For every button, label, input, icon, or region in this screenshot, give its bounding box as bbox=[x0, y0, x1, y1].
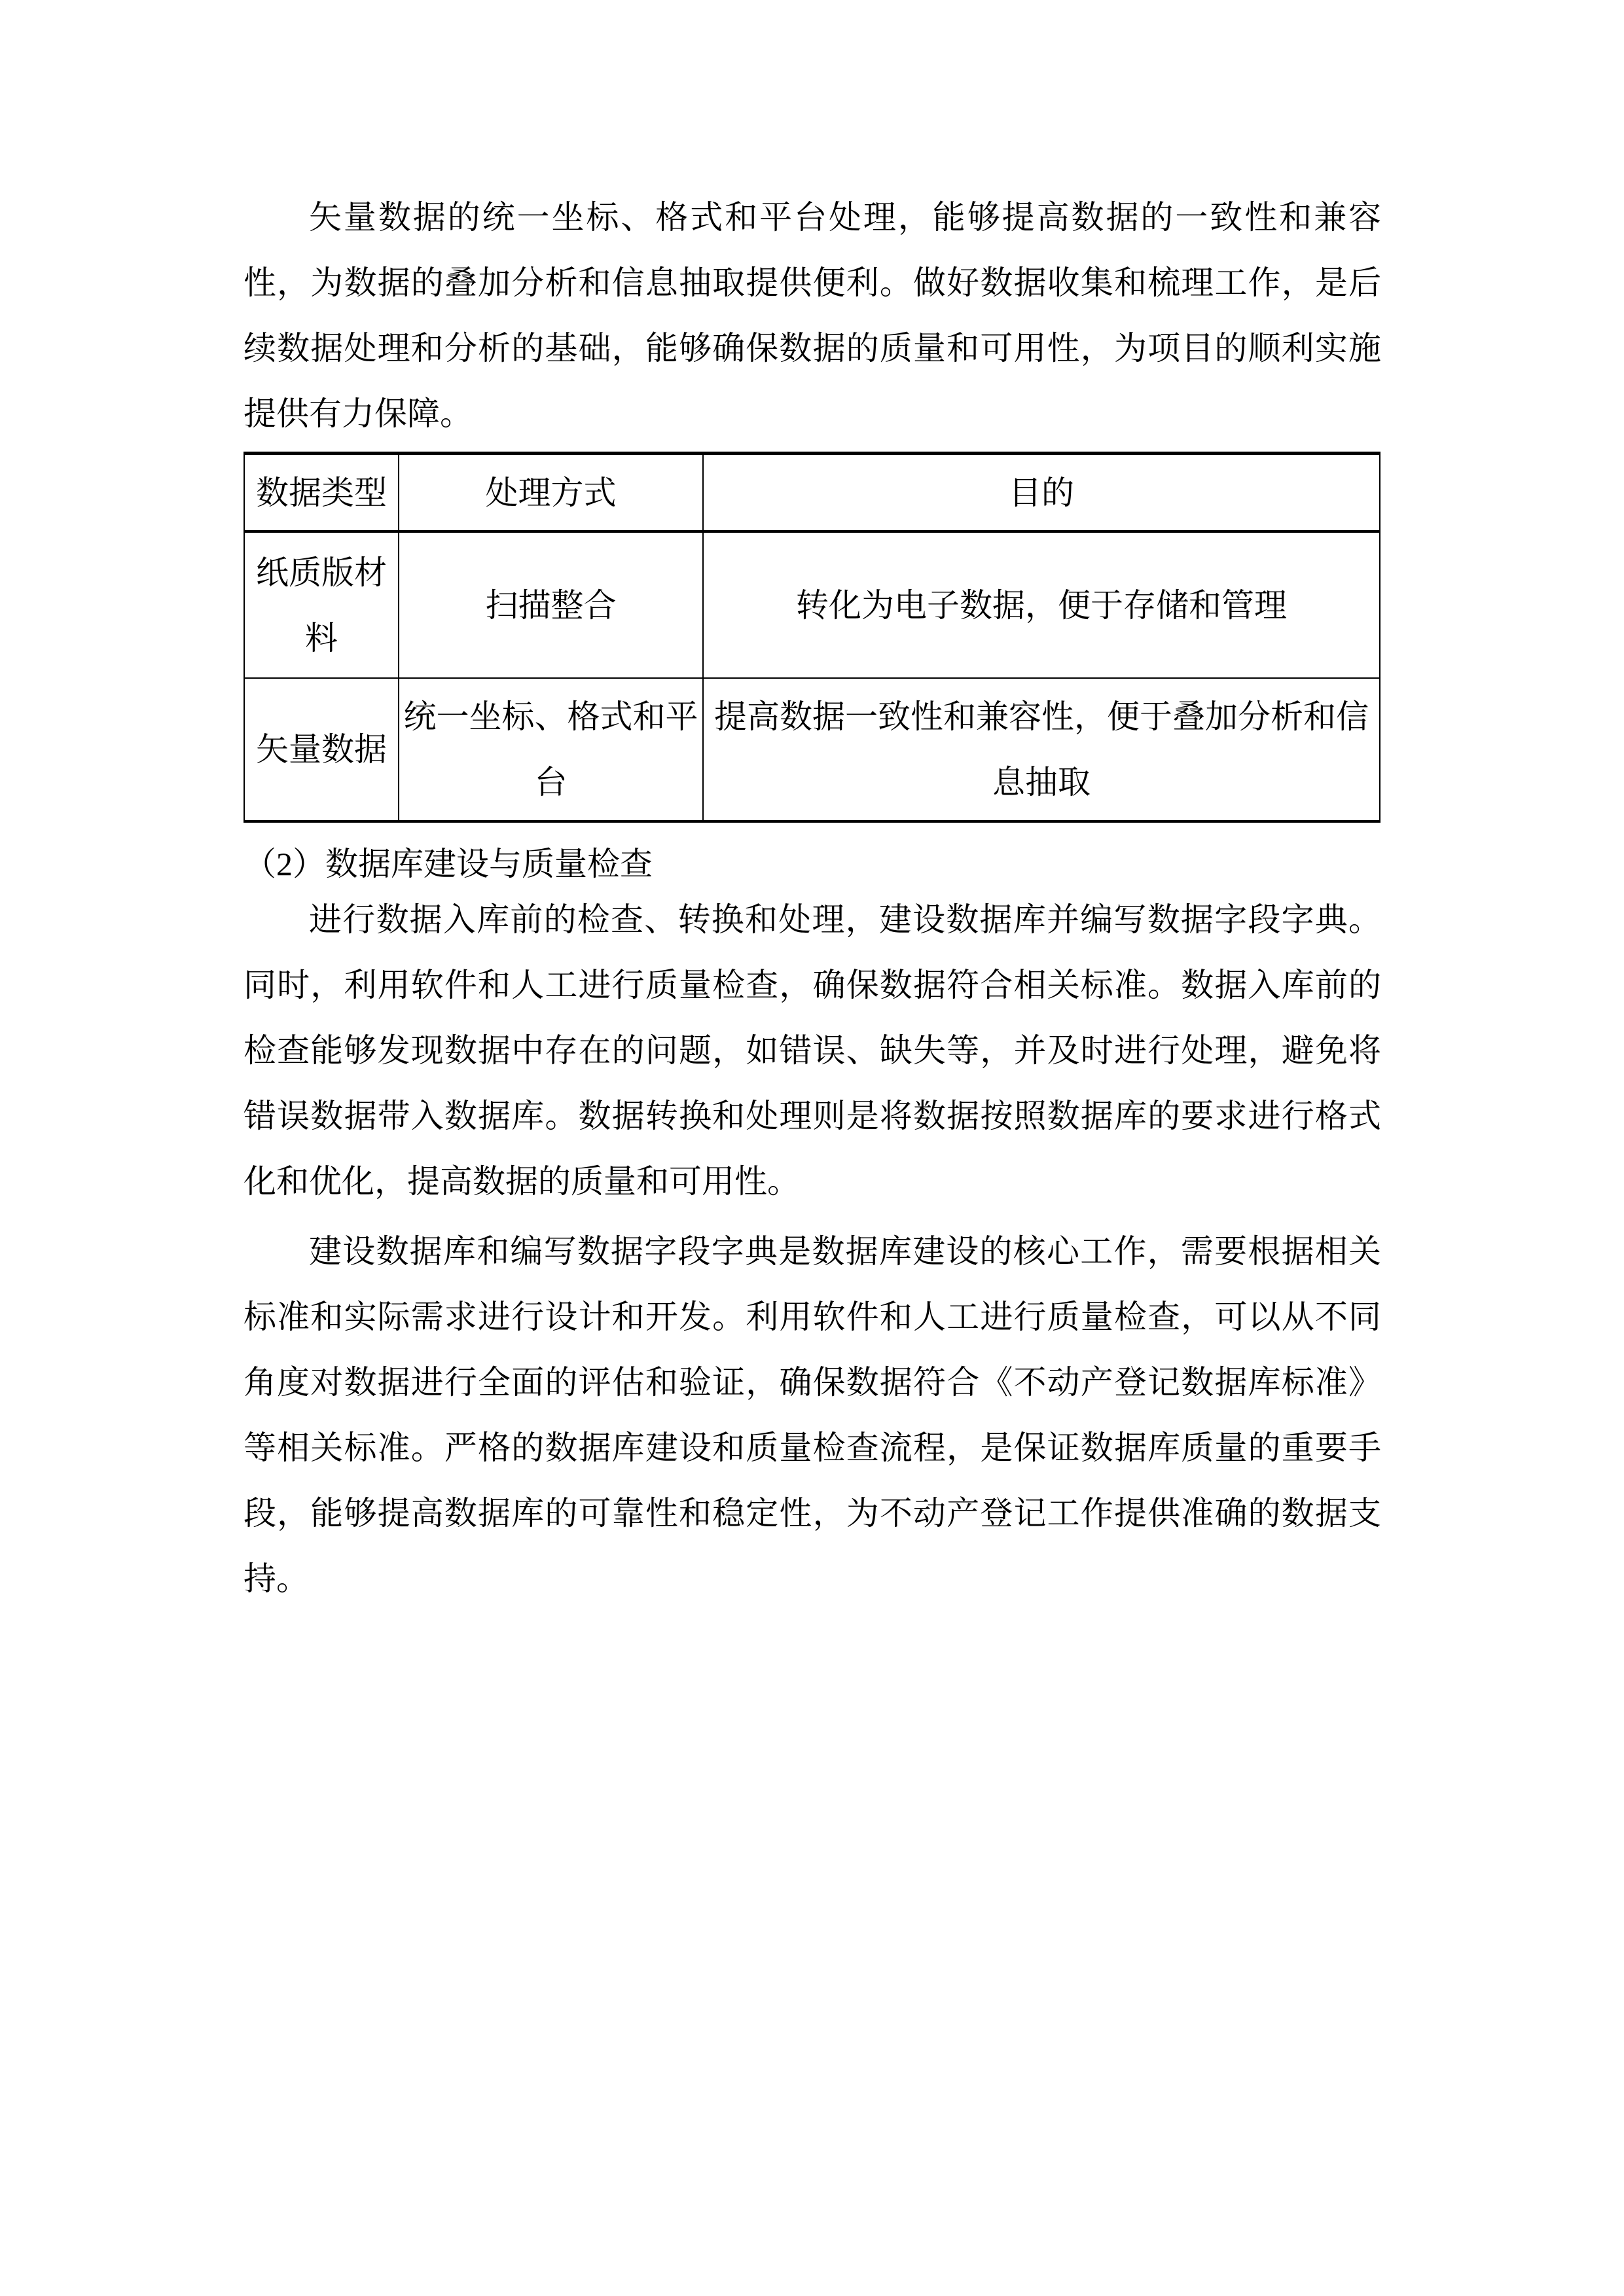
text-line: 错误数据带入数据库。数据转换和处理则是将数据按照数据库的要求进行格式 bbox=[244, 1098, 1381, 1134]
table-row bbox=[244, 678, 1380, 821]
cell-text-line: 料 bbox=[305, 619, 338, 656]
cell-text-line: 扫描整合 bbox=[485, 586, 617, 624]
text-line: 化和优化，提高数据的质量和可用性。 bbox=[244, 1163, 800, 1200]
text-line: 等相关标准。严格的数据库建设和质量检查流程，是保证数据库质量的重要手 bbox=[244, 1429, 1381, 1466]
table-row bbox=[244, 531, 1380, 678]
header-cell-purpose: 目的 bbox=[703, 454, 1380, 532]
cell-text-line: 纸质版材 bbox=[256, 554, 387, 591]
text-line: 角度对数据进行全面的评估和验证，确保数据符合《不动产登记数据库标准》 bbox=[244, 1364, 1381, 1401]
section-heading-database-construction: （2）数据库建设与质量检查 bbox=[244, 846, 653, 882]
table-cell-purpose bbox=[703, 531, 1380, 678]
table-cell-purpose bbox=[703, 678, 1380, 821]
text-line: 矢量数据的统一坐标、格式和平台处理，能够提高数据的一致性和兼容 bbox=[309, 199, 1381, 236]
header-cell-processing-method: 处理方式 bbox=[399, 454, 703, 532]
text-line: 标准和实际需求进行设计和开发。利用软件和人工进行质量检查，可以从不同 bbox=[244, 1299, 1381, 1335]
text-line: 续数据处理和分析的基础，能够确保数据的质量和可用性，为项目的顺利实施 bbox=[244, 330, 1381, 367]
text-line: 段，能够提高数据库的可靠性和稳定性，为不动产登记工作提供准确的数据支 bbox=[244, 1495, 1381, 1532]
text-line: 同时，利用软件和人工进行质量检查，确保数据符合相关标准。数据入库前的 bbox=[244, 967, 1381, 1003]
table-header-row bbox=[244, 454, 1380, 532]
data-processing-table bbox=[244, 452, 1380, 823]
text-line: 持。 bbox=[244, 1560, 309, 1597]
paragraph-database-quality bbox=[244, 1219, 1381, 1611]
text-line: 建设数据库和编写数据字段字典是数据库建设的核心工作，需要根据相关 bbox=[309, 1233, 1381, 1270]
table-cell-data-type bbox=[244, 678, 399, 821]
text-line: 提供有力保障。 bbox=[244, 395, 473, 432]
text-line: 检查能够发现数据中存在的问题，如错误、缺失等，并及时进行处理，避免将 bbox=[244, 1032, 1381, 1069]
table-cell-processing-method bbox=[399, 678, 703, 821]
paragraph-vector-data bbox=[244, 185, 1381, 446]
text-line: 性，为数据的叠加分析和信息抽取提供便利。做好数据收集和梳理工作，是后 bbox=[244, 264, 1381, 301]
table-cell-processing-method bbox=[399, 531, 703, 678]
cell-text-line: 台 bbox=[534, 764, 568, 800]
cell-text-line: 统一坐标、格式和平 bbox=[403, 698, 698, 735]
text-line: 进行数据入库前的检查、转换和处理，建设数据库并编写数据字段字典。 bbox=[309, 901, 1381, 938]
cell-text-line: 转化为电子数据，便于存储和管理 bbox=[796, 586, 1287, 624]
table-cell-data-type bbox=[244, 531, 399, 678]
cell-text-line: 提高数据一致性和兼容性，便于叠加分析和信 bbox=[714, 698, 1369, 735]
cell-text-line: 息抽取 bbox=[992, 764, 1091, 800]
paragraph-database-import bbox=[244, 887, 1381, 1214]
cell-text-line: 矢量数据 bbox=[256, 731, 387, 768]
header-cell-data-type: 数据类型 bbox=[244, 454, 399, 532]
